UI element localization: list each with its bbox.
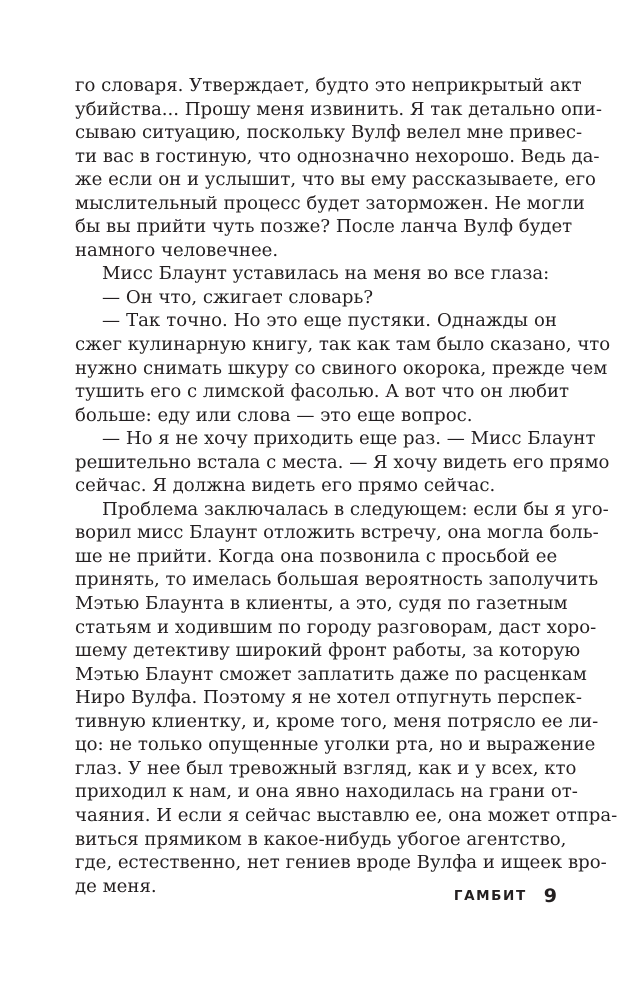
text-line: виться прямиком в какое-нибудь убогое агентство, bbox=[75, 828, 567, 850]
text-line: го словаря. Утверждает, будто это неприкрытый акт bbox=[75, 75, 582, 96]
text-line: нужно снимать шкуру со свиного окорока, прежде чем bbox=[75, 357, 608, 379]
text-line: бы вы прийти чуть позже? После ланча Вулф будет bbox=[75, 216, 573, 238]
text-line: шему детективу широкий фронт работы, за которую bbox=[75, 640, 581, 662]
text-line: статьям и ходившим по городу разговорам, даст хоро- bbox=[75, 616, 597, 638]
text-line: Ниро Вулфа. Поэтому я не хотел отпугнуть перспек- bbox=[75, 687, 582, 709]
text-line: убийства... Прошу меня извинить. Я так детально опи- bbox=[75, 98, 602, 120]
text-line: же если он и услышит, что вы ему рассказываете, его bbox=[75, 169, 596, 191]
text-line: сжег кулинарную книгу, так как там было сказано, что bbox=[75, 334, 611, 356]
text-line: приходил к нам, и она явно находилась на грани от- bbox=[75, 781, 578, 803]
text-line: сываю ситуацию, поскольку Вулф велел мне привес- bbox=[75, 122, 583, 144]
text-line: Проблема заключалась в следующем: если бы я уго- bbox=[102, 498, 609, 520]
text-line: ти вас в гостиную, что однозначно нехорошо. Ведь да- bbox=[75, 145, 600, 167]
text-line: тушить его с лимской фасолью. А вот что он любит bbox=[75, 381, 570, 403]
text-line: где, естественно, нет гениев вроде Вулфа и ищеек вро- bbox=[75, 852, 607, 874]
text-line: цо: не только опущенные уголки рта, но и выражение bbox=[75, 734, 596, 756]
page-number: 9 bbox=[543, 885, 557, 907]
text-line: решительно встала с места. — Я хочу видеть его прямо bbox=[75, 451, 610, 473]
text-line: принять, то имелась большая вероятность заполучить bbox=[75, 569, 599, 591]
dialogue-line: — Но я не хочу приходить еще раз. — Мисс Блаунт bbox=[102, 428, 596, 450]
text-line: Мэтью Блаунт сможет заплатить даже по расценкам bbox=[75, 663, 587, 685]
text-line: сейчас. Я должна видеть его прямо сейчас. bbox=[75, 475, 496, 497]
body-text bbox=[75, 74, 618, 898]
running-title: ГАМБИТ bbox=[453, 888, 527, 904]
text-line: чаяния. И если я сейчас выставлю ее, она может отпра- bbox=[75, 804, 618, 826]
text-line: де меня. bbox=[75, 875, 157, 897]
dialogue-line: — Он что, сжигает словарь? bbox=[102, 286, 374, 308]
text-line: больше: еду или слова — это еще вопрос. bbox=[75, 404, 473, 426]
text-line: мыслительный процесс будет заторможен. Не могли bbox=[75, 192, 585, 214]
dialogue-line: — Так точно. Но это еще пустяки. Однажды он bbox=[102, 310, 557, 332]
text-line: тивную клиентку, и, кроме того, меня потрясло ее ли- bbox=[75, 710, 599, 732]
text-line: Мэтью Блаунта в клиенты, а это, судя по газетным bbox=[75, 593, 568, 615]
text-line: ше не прийти. Когда она позвонила с просьбой ее bbox=[75, 545, 558, 567]
text-line: Мисс Блаунт уставилась на меня во все глаза: bbox=[102, 263, 550, 285]
text-line: ворил мисс Блаунт отложить встречу, она могла боль- bbox=[75, 522, 599, 544]
page-footer bbox=[454, 884, 557, 908]
text-line: глаз. У нее был тревожный взгляд, как и у всех, кто bbox=[75, 757, 577, 779]
text-line: намного человечнее. bbox=[75, 239, 279, 261]
